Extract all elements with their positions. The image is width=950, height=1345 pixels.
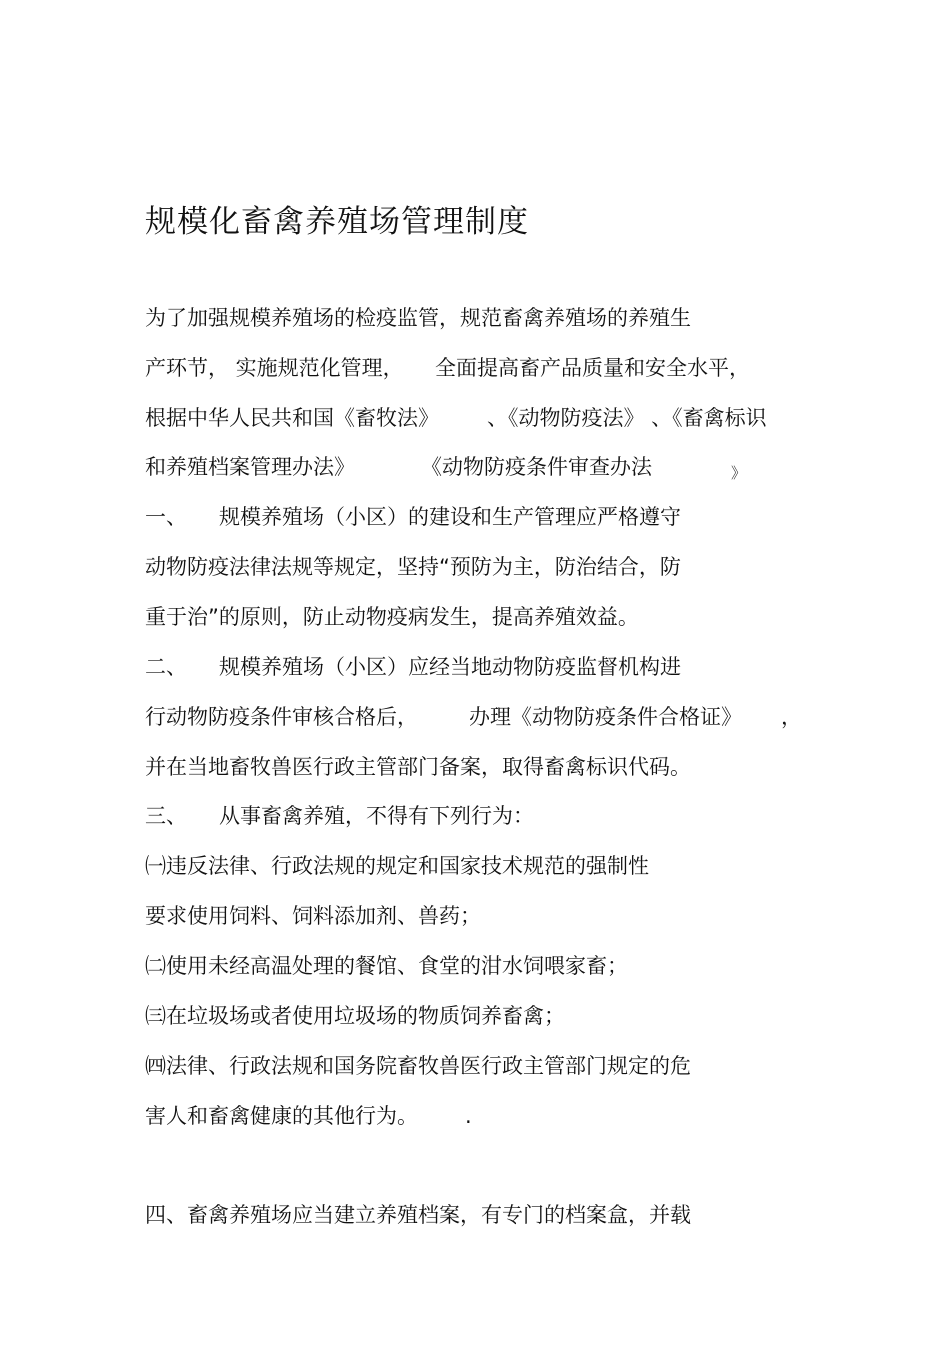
- intro-line-4-part-3: 》: [731, 464, 747, 482]
- item-2-line-2: [145, 702, 805, 732]
- item-3-sub-2: ㈡使用未经高温处理的餐馆、食堂的泔水饲喂家畜；: [145, 954, 628, 978]
- intro-line-3-part-2: 、《动物防疫法》 、《畜禽标识: [487, 406, 767, 430]
- item-1-line-3: 重于治”的原则，防止动物疫病发生，提高养殖效益。: [145, 605, 639, 629]
- item-3-sub-1-line-2: 要求使用饲料、饲料添加剂、兽药；: [145, 904, 481, 928]
- item-1-line-2: 动物防疫法律法规等规定，坚持“预防为主，防治结合，防: [145, 555, 681, 579]
- item-3-sub-4-line-2: [145, 1101, 805, 1131]
- intro-line-1: 为了加强规模养殖场的检疫监管，规范畜禽养殖场的养殖生: [145, 306, 691, 330]
- intro-line-2-part-1: 产环节， 实施规范化管理，: [145, 356, 404, 380]
- document-title: 规模化畜禽养殖场管理制度: [145, 204, 529, 240]
- item-1-number: 一、: [145, 505, 187, 529]
- item-2-text: 规模养殖场（小区）应经当地动物防疫监督机构进: [219, 655, 681, 679]
- intro-line-4-part-2: 《动物防疫条件审查办法: [421, 455, 652, 479]
- item-3-sub-1-line-1: ㈠违反法律、行政法规的规定和国家技术规范的强制性: [145, 854, 649, 878]
- item-1-line-1: [145, 502, 805, 532]
- intro-line-3-part-1: 根据中华人民共和国《畜牧法》: [145, 406, 439, 430]
- intro-line-4-part-1: 和养殖档案管理办法》: [145, 455, 355, 479]
- item-2-line-2-part-2: 办理《动物防疫条件合格证》: [469, 705, 742, 729]
- intro-line-2-part-2: 全面提高畜产品质量和安全水平，: [435, 356, 750, 380]
- item-3-sub-3: ㈢在垃圾场或者使用垃圾场的物质饲养畜禽；: [145, 1004, 565, 1028]
- item-2-number: 二、: [145, 655, 187, 679]
- item-3-line-1: [145, 801, 805, 831]
- item-3-number: 三、: [145, 804, 187, 828]
- item-2-line-3: 并在当地畜牧兽医行政主管部门备案，取得畜禽标识代码。: [145, 755, 691, 779]
- item-2-line-2-part-3: ，: [781, 705, 802, 729]
- item-2-line-2-part-1: 行动物防疫条件审核合格后，: [145, 705, 418, 729]
- item-1-text: 规模养殖场（小区）的建设和生产管理应严格遵守: [219, 505, 681, 529]
- item-2-line-1: [145, 652, 805, 682]
- item-3-text: 从事畜禽养殖，不得有下列行为：: [219, 804, 534, 828]
- item-4-line-1: 四、畜禽养殖场应当建立养殖档案，有专门的档案盒，并载: [145, 1203, 691, 1227]
- intro-line-4: [145, 452, 805, 482]
- intro-line-3: [145, 403, 805, 433]
- item-3-sub-4-line-1: ㈣法律、行政法规和国务院畜牧兽医行政主管部门规定的危: [145, 1054, 691, 1078]
- item-3-sub-4-line-2-part-1: 害人和畜禽健康的其他行为。: [145, 1104, 418, 1128]
- intro-line-2: [145, 353, 805, 383]
- item-3-sub-4-line-2-part-2: .: [465, 1104, 472, 1128]
